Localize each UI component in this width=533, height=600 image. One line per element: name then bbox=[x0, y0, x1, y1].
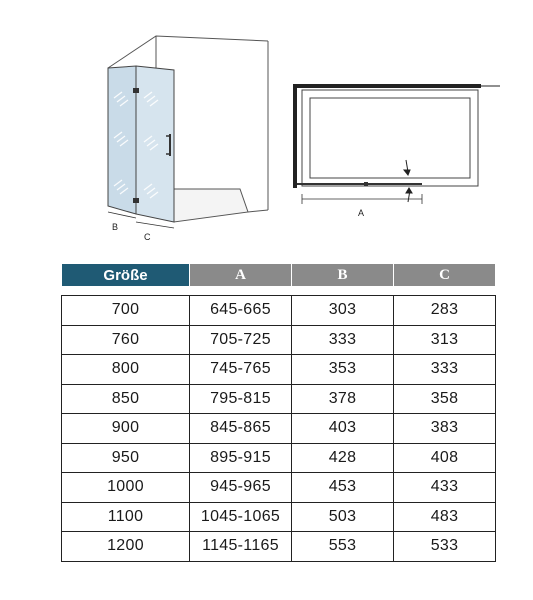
cell-b: 453 bbox=[292, 473, 394, 503]
cell-a: 645-665 bbox=[190, 296, 292, 326]
cell-a: 745-765 bbox=[190, 355, 292, 385]
plan-arrows bbox=[404, 160, 412, 202]
perspective-drawing bbox=[88, 26, 278, 248]
plan-view-drawing bbox=[288, 76, 500, 226]
size-table bbox=[61, 263, 496, 562]
cell-a: 895-915 bbox=[190, 443, 292, 473]
cell-size: 900 bbox=[62, 414, 190, 444]
cell-c: 383 bbox=[394, 414, 496, 444]
cell-b: 333 bbox=[292, 325, 394, 355]
label-a: A bbox=[358, 208, 365, 218]
plan-glass bbox=[297, 182, 422, 186]
cell-a: 945-965 bbox=[190, 473, 292, 503]
cell-size: 700 bbox=[62, 296, 190, 326]
table-row bbox=[62, 384, 496, 414]
cell-c: 533 bbox=[394, 532, 496, 562]
header-b: B bbox=[292, 264, 394, 287]
cell-c: 408 bbox=[394, 443, 496, 473]
label-b: B bbox=[112, 222, 119, 232]
table-row bbox=[62, 473, 496, 503]
table-row bbox=[62, 532, 496, 562]
cell-b: 403 bbox=[292, 414, 394, 444]
cell-a: 1145-1165 bbox=[190, 532, 292, 562]
table-row bbox=[62, 325, 496, 355]
shower-tray bbox=[168, 189, 248, 222]
cell-size: 760 bbox=[62, 325, 190, 355]
plan-dimension-a bbox=[302, 194, 422, 204]
table-header-row bbox=[62, 264, 496, 287]
cell-c: 358 bbox=[394, 384, 496, 414]
label-c: C bbox=[144, 232, 151, 242]
cell-size: 800 bbox=[62, 355, 190, 385]
cell-size: 1200 bbox=[62, 532, 190, 562]
cell-b: 303 bbox=[292, 296, 394, 326]
cell-b: 428 bbox=[292, 443, 394, 473]
table-row bbox=[62, 414, 496, 444]
table-row bbox=[62, 355, 496, 385]
table-row bbox=[62, 443, 496, 473]
cell-size: 850 bbox=[62, 384, 190, 414]
cell-size: 1100 bbox=[62, 502, 190, 532]
table-row bbox=[62, 502, 496, 532]
cell-a: 705-725 bbox=[190, 325, 292, 355]
header-groesse: Größe bbox=[62, 264, 190, 287]
header-a: A bbox=[190, 264, 292, 287]
cell-c: 483 bbox=[394, 502, 496, 532]
table-row bbox=[62, 296, 496, 326]
cell-c: 333 bbox=[394, 355, 496, 385]
cell-b: 378 bbox=[292, 384, 394, 414]
cell-a: 845-865 bbox=[190, 414, 292, 444]
cell-b: 503 bbox=[292, 502, 394, 532]
cell-c: 283 bbox=[394, 296, 496, 326]
header-c: C bbox=[394, 264, 496, 287]
cell-a: 795-815 bbox=[190, 384, 292, 414]
cell-a: 1045-1065 bbox=[190, 502, 292, 532]
glass-panels bbox=[108, 66, 174, 222]
cell-size: 950 bbox=[62, 443, 190, 473]
cell-b: 553 bbox=[292, 532, 394, 562]
plan-walls bbox=[293, 84, 500, 188]
plan-tray bbox=[302, 90, 478, 186]
cell-c: 433 bbox=[394, 473, 496, 503]
cell-b: 353 bbox=[292, 355, 394, 385]
cell-c: 313 bbox=[394, 325, 496, 355]
cell-size: 1000 bbox=[62, 473, 190, 503]
